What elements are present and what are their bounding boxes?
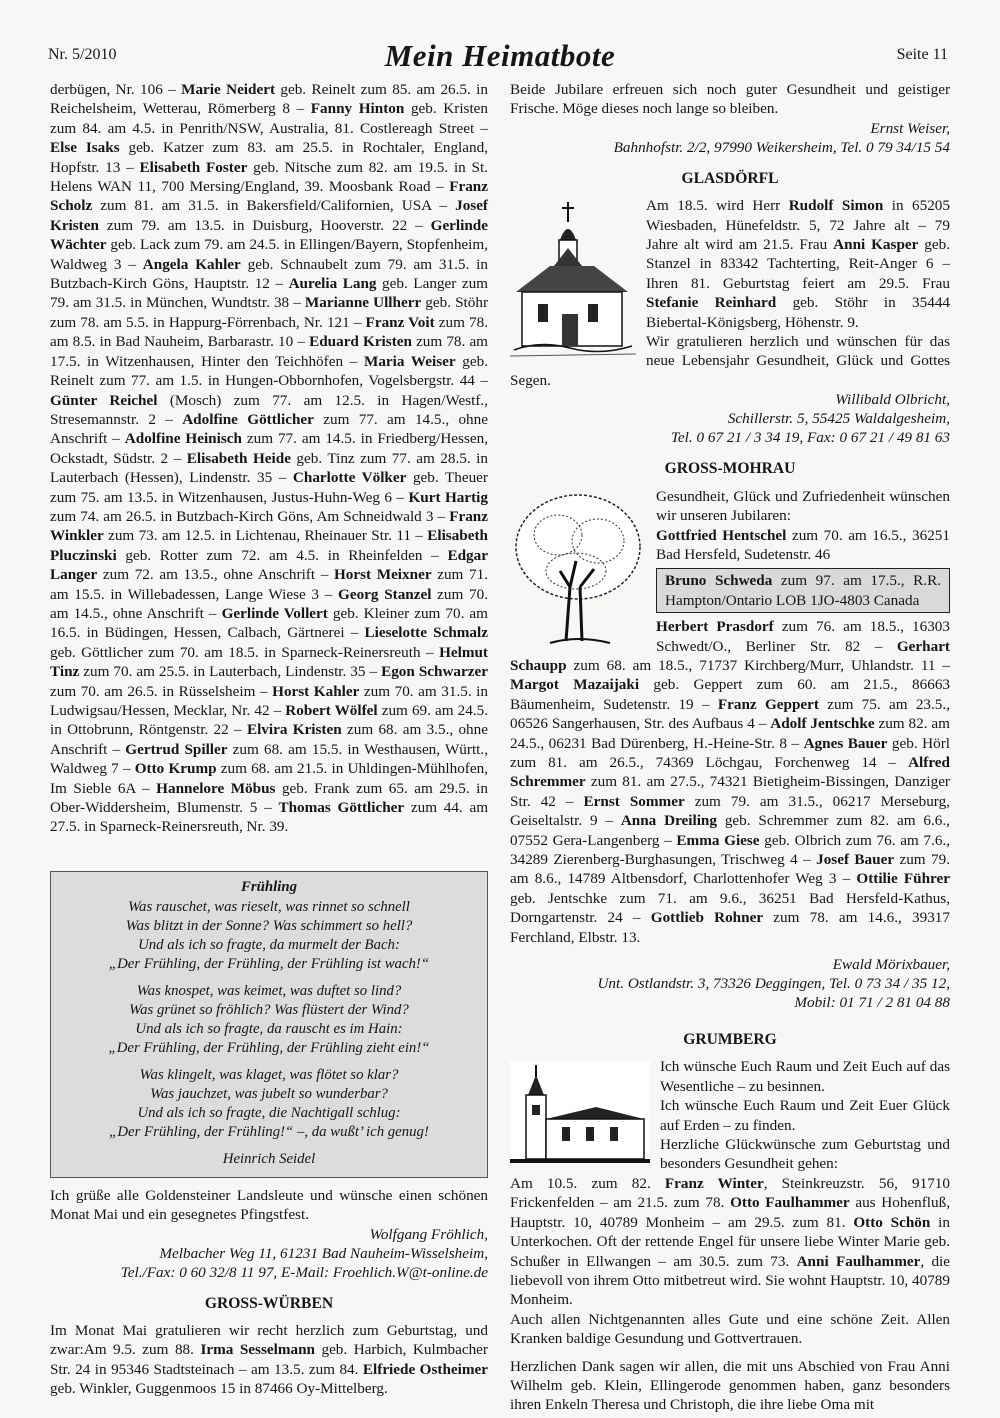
section-gross-mohrau [510, 487, 950, 1012]
tree-illustration [510, 491, 646, 647]
grumberg-closing: Auch allen Nichtgenannten alles Gute und eine schöne Zeit. Allen Kranken baldige Gesundung und Gottvertrauen. [510, 1310, 950, 1348]
person-name: Angela Kahler [142, 255, 241, 273]
entry-text: zum 70. am 16.5., 36251 Bad Hersfeld, Sudetenstr. 46 [656, 526, 950, 563]
poem-line: Was jauchzet, was jubelt so wunderbar? [150, 1085, 388, 1102]
entry-text: Am 10.5. zum 82. [510, 1174, 665, 1192]
person-name: Josef Kristen [50, 197, 488, 234]
entry-text: zum 70. am 25.5. in Lauterbach, Lindenstr. 35 – [79, 663, 382, 681]
person-name: Eduard Kristen [309, 333, 412, 351]
poem-line: „Der Frühling, der Frühling, der Frühling ist wach!“ [108, 955, 430, 972]
entry-text: , die liebevoll von ihrem Otto mitbetreut wird. Sie wohnt Hauptstr. 10, 40789 Monheim. [510, 1252, 950, 1309]
person-name: Franz Winter [664, 1174, 764, 1192]
person-name: Gerhart Schaupp [510, 637, 950, 674]
person-name: Lieselotte Schmalz [364, 624, 488, 642]
person-name: Fanny Hinton [310, 100, 405, 118]
person-name: Günter Reichel [50, 391, 158, 409]
entry-text: zum 75. am 23.5., 06526 Sangerhausen, Str. des Aufbaus 4 – [510, 695, 950, 733]
entry-text: (Mosch) zum 77. am 12.5. in Hagen/Westf., Stresemannstr. 2 – [50, 391, 488, 428]
entry-text: zum 70. am 31.5. in Ludwigsau/Hessen, Mecklar, Nr. 42 – [50, 682, 488, 719]
gross-mohrau-list [510, 617, 950, 947]
entry-text: Am 9.5. zum 88. [83, 1341, 201, 1359]
person-name: Adolf Jentschke [770, 715, 875, 733]
entry-text: geb. Reinelt zum 77. am 1.5. in Hungen-Obbornhofen, Vogelsbergstr. 44 – [50, 352, 488, 390]
person-name: Josef Bauer [816, 851, 895, 868]
poem-line: Was blitzt in der Sonne? Was schimmert so hell? [125, 917, 413, 934]
person-name: Anni Kasper [833, 236, 919, 254]
person-name: Franz Geppert [717, 695, 819, 713]
entry-text: zum 44. am 27.5. in Sparneck-Reinersreuth, Nr. 39. [50, 799, 489, 836]
poem-line: Was grünet so fröhlich? Was flüstert der Wind? [129, 1001, 409, 1018]
entry-text: zum 82. am 24.5., 06231 Bad Dürenberg, H.-Heine-Str. 8 – [510, 715, 950, 752]
grumberg-thanks: Herzlichen Dank sagen wir allen, die mit uns Abschied von Frau Anni Wilhelm geb. Klein, Ellingerode genommen haben, ganz besonders ihren Enkeln Theresa und Christoph, die ihre liebe Oma mit [510, 1357, 950, 1414]
glasdoerfl-wish: Wir gratulieren herzlich und wünschen für das neue Lebensjahr Gesundheit, Glück und Gottes Segen. [510, 333, 950, 389]
person-name: Alfred Schremmer [510, 753, 950, 791]
entry-text: zum 68. am 3.5., ohne Anschrift – [50, 721, 488, 758]
entry-text: , Steinkreuzstr. 56, 91710 Frickenfelden – am 21.5. zum 78. [510, 1174, 950, 1212]
person-name: Hannelore Möbus [156, 779, 276, 797]
entry-text: zum 68. am 18.5., 71737 Kirchberg/Murr, Uhlandstr. 11 – [566, 656, 950, 674]
person-name: Agnes Bauer [803, 734, 888, 752]
masthead-title: Mein Heimatbote [384, 38, 616, 73]
person-name: Stefanie Reinhard [646, 294, 777, 312]
entry-text: geb. Olbrich zum 76. am 7.6., 34289 Zierenberg-Burghasungen, Trischweg 4 – [510, 831, 951, 868]
section-heading-gross-mohrau: GROSS-MOHRAU [664, 460, 796, 478]
poem-line: Und als ich so fragte, da rauscht es im Hain: [135, 1020, 403, 1037]
person-name: Horst Meixner [333, 566, 432, 584]
person-name: Kurt Hartig [408, 488, 488, 506]
issue-number: Nr. 5/2010 [48, 46, 117, 63]
poem-line: „Der Frühling, der Frühling, der Frühling zieht ein!“ [108, 1039, 430, 1056]
signature-line: Bahnhofstr. 2/2, 97990 Weikersheim, Tel. 0 79 34/15 54 [613, 138, 950, 156]
entry-text: geb. Nitsche zum 82. am 19.5. in St. Helens WAN 11, 700 Mersing/England, 39. Moosbank Road – [50, 158, 488, 196]
entry-text: geb. Stanzel in 83342 Tachterting, Reit-Anger 6 – Ihren 81. Geburtstag feiert am 29.5. Frau [646, 236, 950, 292]
entry-text: geb. Geppert zum 60. am 21.5., 86663 Bäumenheim, Sudetenstr. 19 – [510, 676, 951, 713]
poem-line: Was klingelt, was klaget, was flötet so klar? [139, 1066, 399, 1083]
section-heading-glasdoerfl: GLASDÖRFL [681, 169, 779, 187]
entry-text: geb. Winkler, Guggenmoos 15 in 87466 Oy-Mittelberg. [50, 1380, 388, 1398]
signature-line: Tel. 0 67 21 / 3 34 19, Fax: 0 67 21 / 49 81 63 [670, 429, 950, 447]
entry-text: aus Hohenfluß, Hauptstr. 10, 40789 Monheim – am 29.5. zum 81. [510, 1194, 951, 1231]
entry-text: geb. Stöhr in 35444 Biebertal-Königsberg, Höhenstr. 9. [646, 294, 951, 331]
person-name: Horst Kahler [272, 682, 360, 700]
person-name: Edgar Langer [50, 546, 488, 584]
signature-line: Mobil: 01 71 / 2 81 04 88 [794, 994, 950, 1012]
entry-text: geb. Kleiner zum 70. am 16.5. in Büdingen, Hessen, Calbach, Gärtnerei – [50, 604, 488, 642]
person-name: Helmut Tinz [50, 643, 488, 681]
entry-text: zum 68. am 15.5. in Westhausen, Württ., Waldweg 7 – [50, 740, 488, 778]
entry-text: zum 77. am 14.5. in Friedberg/Hessen, Ockstadt, Südstr. 2 – [50, 430, 488, 467]
grumberg-wish-3: Herzliche Glückwünsche zum Geburtstag und besonders Gesundheit gehen: [660, 1136, 950, 1173]
entry-text: geb. Jentschke zum 71. am 9.6., 36251 Bad Hersfeld-Kathus, Dorngartenstr. 24 – [510, 889, 950, 927]
person-name: Else Isaks [50, 139, 120, 157]
person-name: Ottilie Führer [856, 870, 950, 888]
person-name: Gerlinde Wächter [50, 216, 488, 254]
entry-text: geb. Rotter zum 72. am 4.5. in Rheinfelden – [116, 546, 448, 564]
entry-text: in 65205 Wiesbaden, Hünefeldstr. 5, 72 Jahre alt – 79 Jahre alt wird am 21.5. Frau [646, 197, 950, 254]
person-name: Elfriede Ostheimer [362, 1360, 488, 1378]
person-name: Gottlieb Rohner [650, 909, 764, 927]
person-name: Maria Weiser [364, 352, 456, 370]
left-column [50, 80, 488, 1399]
entry-text: Am 18.5. wird Herr [646, 197, 789, 215]
entry-text: geb. Frank zum 65. am 29.5. in Ober-Widdersheim, Blumenstr. 5 – [50, 779, 488, 817]
poem-line: Was rauschet, was rieselt, was rinnet so schnell [128, 898, 410, 915]
entry-text: zum 97. am 17.5., R.R. Hampton/Ontario LOB 1JO-4803 Canada [665, 572, 941, 609]
person-name: Emma Giese [676, 831, 760, 849]
person-name: Rudolf Simon [788, 197, 884, 215]
entry-text: zum 81. am 27.5., 74321 Bietigheim-Bissingen, Danziger Str. 42 – [510, 773, 950, 810]
person-name: Elisabeth Pluczinski [50, 527, 488, 564]
person-name: Otto Faulhammer [730, 1194, 850, 1212]
page-header [0, 40, 1000, 80]
person-name: Gottfried Hentschel [656, 526, 787, 544]
entry-text: zum 76. am 18.5., 16303 Schwedt/O., Berliner Str. 82 – [656, 618, 950, 655]
poem-line: Was knospet, was keimet, was duftet so lind? [136, 982, 402, 999]
signature-line: Unt. Ostlandstr. 3, 73326 Deggingen, Tel. 0 73 34 / 35 12, [597, 975, 950, 993]
entry-text: geb. Schnaubelt zum 79. am 31.5. in Butzbach-Kirch Göns, Hauptstr. 12 – [50, 255, 488, 293]
poem-line: Und als ich so fragte, die Nachtigall schlug: [137, 1104, 401, 1121]
signature-line: Ernst Weiser, [870, 119, 950, 137]
entry-text: zum 78. am 8.5. in Bad Nauheim, Barbarastr. 10 – [50, 313, 488, 351]
section-grumberg [510, 1057, 950, 1414]
entry-text: geb. Hörl zum 81. am 26.5., 74369 Löchgau, Forchenweg 14 – [510, 734, 950, 771]
entry-text: zum 79. am 31.5., 06217 Merseburg, Geiseltalstr. 9 – [510, 792, 950, 830]
person-name: Aurelia Lang [288, 275, 377, 293]
signature-olbricht [510, 390, 950, 447]
poem-stanza-1 [61, 898, 477, 974]
entry-text: geb. Kristen zum 84. am 4.5. in Penrith/NSW, Australia, 81. Costlereagh Street – [50, 100, 489, 137]
person-name: Margot Mazaijaki [510, 676, 640, 694]
person-name: Anna Dreiling [620, 812, 717, 830]
entry-text: in Unterkochen. Oft der rettende Engel für unsere liebe Winter Marie geb. Schußer in Ellwangen – am 30.5. zum 73. [510, 1213, 950, 1270]
signature-line: Schillerstr. 5, 55425 Waldalgesheim, [727, 410, 950, 428]
entry-text: geb. Harbich, Kulmbacher Str. 24 in 95346 Stadtsteinach – am 13.5. zum 84. [50, 1341, 488, 1378]
entry-text: derbügen, Nr. 106 – [50, 81, 182, 98]
entry-text: geb. Lack zum 79. am 24.5. in Ellingen/Bayern, Stopfenheim, Waldweg 3 – [50, 236, 488, 273]
person-name: Anni Faulhammer [796, 1252, 921, 1270]
entry-text: geb. Göttlicher zum 70. am 18.5. in Sparneck-Reinersreuth – [50, 643, 440, 661]
entry-text: zum 72. am 13.5., ohne Anschrift – [97, 566, 334, 584]
poem-stanza-2 [61, 982, 477, 1058]
intro-text: Beide Jubilare erfreuen sich noch guter Gesundheit und geistiger Frische. Möge dieses noch lange so bleiben. [510, 81, 950, 118]
signature-line: Ewald Mörixbauer, [832, 956, 950, 974]
person-name: Adolfine Heinisch [124, 430, 242, 448]
right-column [510, 80, 950, 1415]
entry-text: zum 70. am 26.5. in Rüsselsheim – [50, 682, 273, 700]
church-illustration [510, 1061, 650, 1163]
person-name: Elisabeth Foster [139, 158, 248, 176]
birthday-list [50, 80, 488, 837]
section-heading-gross-wuerben: GROSS-WÜRBEN [204, 1294, 334, 1312]
entry-text: zum 77. am 14.5., ohne Anschrift – [50, 410, 488, 448]
person-name: Elisabeth Heide [186, 449, 291, 467]
person-name: Egon Schwarzer [381, 663, 488, 681]
entry-text: zum 71. am 15.5. in Willebadessen, Lange Wiese 3 – [50, 566, 488, 603]
section-text-gross-wuerben [50, 1321, 488, 1399]
person-name: Ernst Sommer [583, 792, 685, 810]
signature-line: Wolfgang Fröhlich, [369, 1225, 488, 1243]
person-name: Adolfine Göttlicher [182, 410, 314, 428]
poem-line: „Der Frühling, der Frühling!“ –, da wußt’ ich genug! [109, 1123, 429, 1140]
person-name: Franz Winkler [50, 507, 488, 545]
entry-text: zum 78. am 17.5. in Witzenhausen, Hinter den Teichhöfen – [50, 333, 488, 370]
person-name: Robert Wölfel [285, 702, 378, 719]
entry-text: zum 81. am 31.5. in Bakersfield/Californien, USA – [92, 197, 456, 215]
person-name: Irma Sesselmann [200, 1341, 315, 1359]
person-name: Marie Neidert [181, 81, 276, 98]
signature-weiser [510, 119, 950, 157]
section-glasdoerfl [510, 196, 950, 447]
entry-text: zum 73. am 12.5. in Lichtenau, Rheinauer Str. 11 – [103, 527, 428, 545]
entry-text: zum 68. am 21.5. in Uhldingen-Mühlhofen, Im Sieble 6A – [50, 760, 488, 797]
person-name: Thomas Göttlicher [278, 799, 405, 817]
person-name: Otto Schön [853, 1213, 931, 1231]
entry-text: geb. Tinz zum 77. am 28.5. in Lauterbach (Hessen), Lindenstr. 35 – [50, 449, 488, 487]
entry-text: Im Monat Mai gratulieren wir recht herzlich zum Geburtstag, und zwar: [50, 1322, 488, 1359]
entry-text: zum 70. am 14.5., ohne Anschrift – [50, 585, 488, 622]
signature-moerixbauer [510, 955, 950, 1012]
person-name: Gerlinde Vollert [221, 604, 328, 622]
poem-title: Frühling [241, 878, 297, 895]
signature-line: Melbacher Weg 11, 61231 Bad Nauheim-Wisselsheim, [159, 1244, 488, 1262]
grumberg-list [510, 1174, 950, 1310]
signature-froehlich [50, 1225, 488, 1282]
grumberg-wish-1: Ich wünsche Euch Raum und Zeit Euch auf das Wesentliche – zu besinnen. [660, 1058, 950, 1095]
person-name: Herbert Prasdorf [656, 618, 774, 636]
entry-text: zum 79. am 13.5. in Duisburg, Hooverstr. 22 – [98, 216, 431, 234]
grumberg-wish-2: Ich wünsche Euch Raum und Zeit Euer Glück auf Erden – zu finden. [660, 1097, 950, 1134]
entry-text: zum 74. am 26.5. in Butzbach-Kirch Göns, Am Schneidwald 3 – [50, 507, 450, 525]
highlight-box [656, 568, 950, 613]
entry-text: geb. Theuer zum 75. am 13.5. in Witzenhausen, Justus-Huhn-Weg 6 – [50, 469, 488, 506]
person-name: Charlotte Völker [292, 469, 407, 487]
poem-line: Und als ich so fragte, da murmelt der Bach: [138, 936, 400, 953]
entry-text: geb. Langer zum 79. am 31.5. in München, Wundtstr. 38 – [50, 275, 488, 312]
person-name: Bruno Schweda [665, 572, 773, 590]
signature-line: Willibald Olbricht, [835, 391, 950, 409]
poem-author: Heinrich Seidel [222, 1150, 316, 1167]
greeting-text: Ich grüße alle Goldensteiner Landsleute und wünsche einen schönen Monat Mai und ein gesegnetes Pfingstfest. [50, 1186, 488, 1224]
person-name: Elvira Kristen [246, 721, 342, 739]
person-name: Georg Stanzel [338, 585, 432, 603]
page-number: Seite 11 [896, 46, 948, 63]
person-name: Marianne Ullherr [304, 294, 422, 312]
entry-text: geb. Schremmer zum 82. am 6.6., 07552 Gera-Langenberg – [510, 812, 950, 849]
section-heading-grumberg: GRUMBERG [683, 1031, 777, 1049]
entry-text: geb. Reinelt zum 85. am 26.5. in Reichelsheim, Wetterau, Römerberg 8 – [50, 81, 488, 118]
person-name: Otto Krump [134, 760, 217, 778]
chapel-illustration [510, 200, 636, 360]
entry-text: zum 69. am 24.5. in Ottobrunn, Röntgenstr. 22 – [50, 702, 488, 739]
person-name: Gertrud Spiller [125, 740, 228, 758]
entry-text: zum 78. am 14.6., 39317 Ferchland, Elbstr. 13. [510, 909, 950, 946]
person-name: Franz Scholz [50, 178, 488, 215]
entry-text: geb. Stöhr zum 78. am 5.5. in Happurg-Förrenbach, Nr. 121 – [50, 294, 489, 331]
signature-line: Tel./Fax: 0 60 32/8 11 97, E-Mail: Froehlich.W@t-online.de [120, 1263, 488, 1281]
person-name: Franz Voit [365, 313, 435, 331]
entry-text: zum 79. am 8.6., 14789 Altbensdorf, Charlottenhofer Weg 3 – [510, 851, 950, 888]
poem-box [50, 871, 488, 1178]
entry-text: geb. Katzer zum 83. am 25.5. in Rochtaler, England, Hopfstr. 13 – [50, 139, 488, 176]
poem-stanza-3 [61, 1066, 477, 1142]
gross-mohrau-lead: Gesundheit, Glück und Zufriedenheit wünschen wir unseren Jubilaren: [656, 487, 950, 525]
